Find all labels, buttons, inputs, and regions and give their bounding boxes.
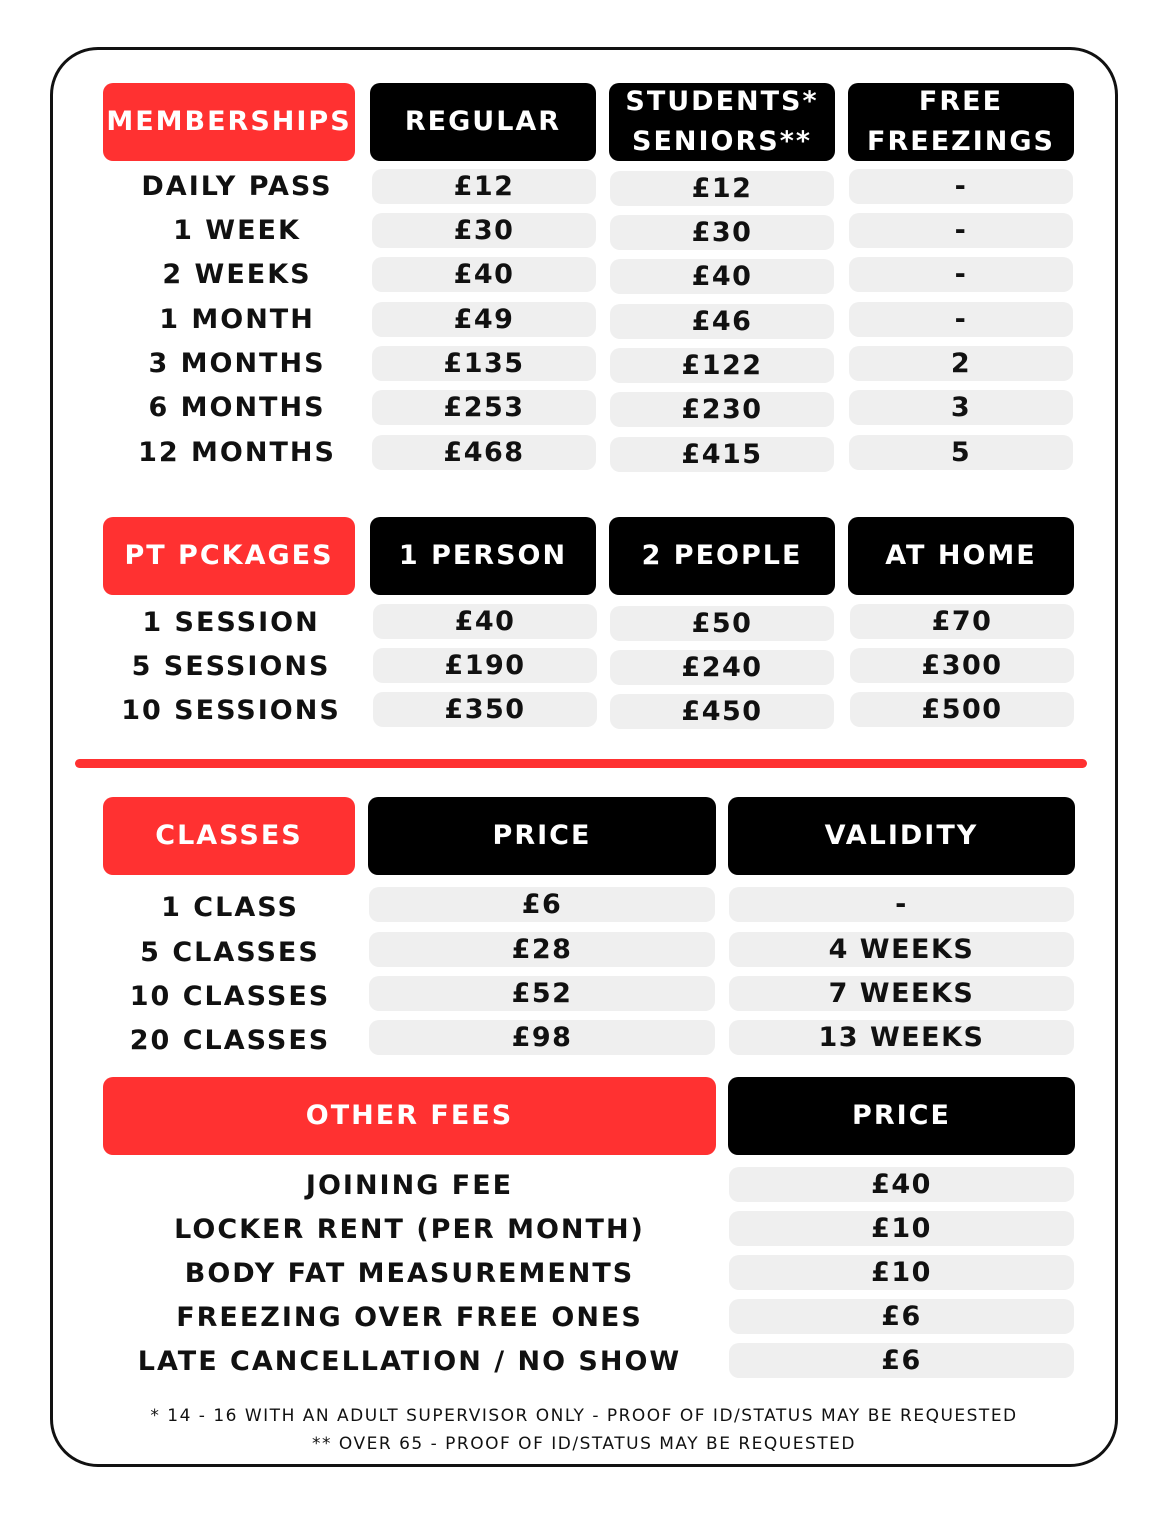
- free-freezings-cell: -: [849, 257, 1073, 292]
- students-price-cell: £30: [610, 215, 834, 250]
- one-person-price-cell: £40: [373, 604, 597, 639]
- at-home-header: AT HOME: [848, 517, 1074, 595]
- students-price-cell: £40: [610, 259, 834, 294]
- classes-price-header: PRICE: [368, 797, 716, 875]
- class-price-cell: £6: [369, 887, 715, 922]
- free-freezings-cell: 2: [849, 346, 1073, 381]
- free-freezings-cell: -: [849, 302, 1073, 337]
- two-people-header: 2 PEOPLE: [609, 517, 835, 595]
- one-person-price-cell: £350: [373, 692, 597, 727]
- one-person-price-cell: £190: [373, 648, 597, 683]
- fee-label: LATE CANCELLATION / NO SHOW: [137, 1345, 682, 1377]
- class-price-cell: £28: [369, 932, 715, 967]
- memberships-header: MEMBERSHIPS: [103, 83, 355, 161]
- membership-label: 3 MONTHS: [148, 347, 326, 379]
- students-price-cell: £230: [610, 392, 834, 427]
- at-home-price-cell: £70: [850, 604, 1074, 639]
- membership-label: 2 WEEKS: [162, 258, 312, 290]
- class-label: 20 CLASSES: [129, 1024, 331, 1056]
- regular-price-cell: £253: [372, 390, 596, 425]
- class-price-cell: £52: [369, 976, 715, 1011]
- students-price-cell: £46: [610, 304, 834, 339]
- fee-price-cell: £6: [729, 1343, 1074, 1378]
- section-divider: [75, 759, 1087, 768]
- free-freezings-cell: 3: [849, 390, 1073, 425]
- fee-label: LOCKER RENT (PER MONTH): [174, 1213, 645, 1245]
- students-price-cell: £415: [610, 437, 834, 472]
- membership-label: 6 MONTHS: [148, 391, 326, 423]
- membership-label: 1 MONTH: [159, 303, 315, 335]
- two-people-price-cell: £50: [610, 606, 834, 641]
- regular-price-cell: £49: [372, 302, 596, 337]
- class-label: 5 CLASSES: [140, 936, 320, 968]
- class-price-cell: £98: [369, 1020, 715, 1055]
- footnote-seniors: ** OVER 65 - PROOF OF ID/STATUS MAY BE REQUESTED: [312, 1434, 856, 1454]
- pt-package-label: 5 SESSIONS: [131, 650, 331, 682]
- regular-header: REGULAR: [370, 83, 596, 161]
- free-freezings-header: FREE FREEZINGS: [848, 83, 1074, 161]
- membership-label: 12 MONTHS: [138, 436, 336, 468]
- regular-price-cell: £30: [372, 213, 596, 248]
- membership-label: 1 WEEK: [173, 214, 301, 246]
- fee-price-cell: £40: [729, 1167, 1074, 1202]
- fee-price-cell: £10: [729, 1211, 1074, 1246]
- fee-label: BODY FAT MEASUREMENTS: [184, 1257, 635, 1289]
- fee-price-cell: £6: [729, 1299, 1074, 1334]
- other-fees-price-header: PRICE: [728, 1077, 1075, 1155]
- two-people-price-cell: £240: [610, 650, 834, 685]
- pt-packages-header: PT PCKAGES: [103, 517, 355, 595]
- class-label: 1 CLASS: [161, 891, 299, 923]
- footnote-students: * 14 - 16 WITH AN ADULT SUPERVISOR ONLY - PROOF OF ID/STATUS MAY BE REQUESTED: [150, 1406, 1018, 1426]
- validity-header: VALIDITY: [728, 797, 1075, 875]
- class-label: 10 CLASSES: [129, 980, 331, 1012]
- classes-header: CLASSES: [103, 797, 355, 875]
- class-validity-cell: 7 WEEKS: [729, 976, 1074, 1011]
- students-seniors-header: STUDENTS* SENIORS**: [609, 83, 835, 161]
- class-validity-cell: -: [729, 887, 1074, 922]
- free-freezings-cell: -: [849, 213, 1073, 248]
- membership-label: DAILY PASS: [141, 170, 333, 202]
- free-freezings-cell: -: [849, 169, 1073, 204]
- pt-package-label: 10 SESSIONS: [121, 694, 341, 726]
- free-freezings-cell: 5: [849, 435, 1073, 470]
- at-home-price-cell: £500: [850, 692, 1074, 727]
- students-price-cell: £12: [610, 171, 834, 206]
- fee-label: JOINING FEE: [305, 1169, 514, 1201]
- fee-label: FREEZING OVER FREE ONES: [176, 1301, 643, 1333]
- one-person-header: 1 PERSON: [370, 517, 596, 595]
- fee-price-cell: £10: [729, 1255, 1074, 1290]
- two-people-price-cell: £450: [610, 694, 834, 729]
- other-fees-header: OTHER FEES: [103, 1077, 716, 1155]
- pt-package-label: 1 SESSION: [142, 606, 320, 638]
- regular-price-cell: £40: [372, 257, 596, 292]
- class-validity-cell: 4 WEEKS: [729, 932, 1074, 967]
- class-validity-cell: 13 WEEKS: [729, 1020, 1074, 1055]
- students-price-cell: £122: [610, 348, 834, 383]
- regular-price-cell: £12: [372, 169, 596, 204]
- regular-price-cell: £468: [372, 435, 596, 470]
- regular-price-cell: £135: [372, 346, 596, 381]
- at-home-price-cell: £300: [850, 648, 1074, 683]
